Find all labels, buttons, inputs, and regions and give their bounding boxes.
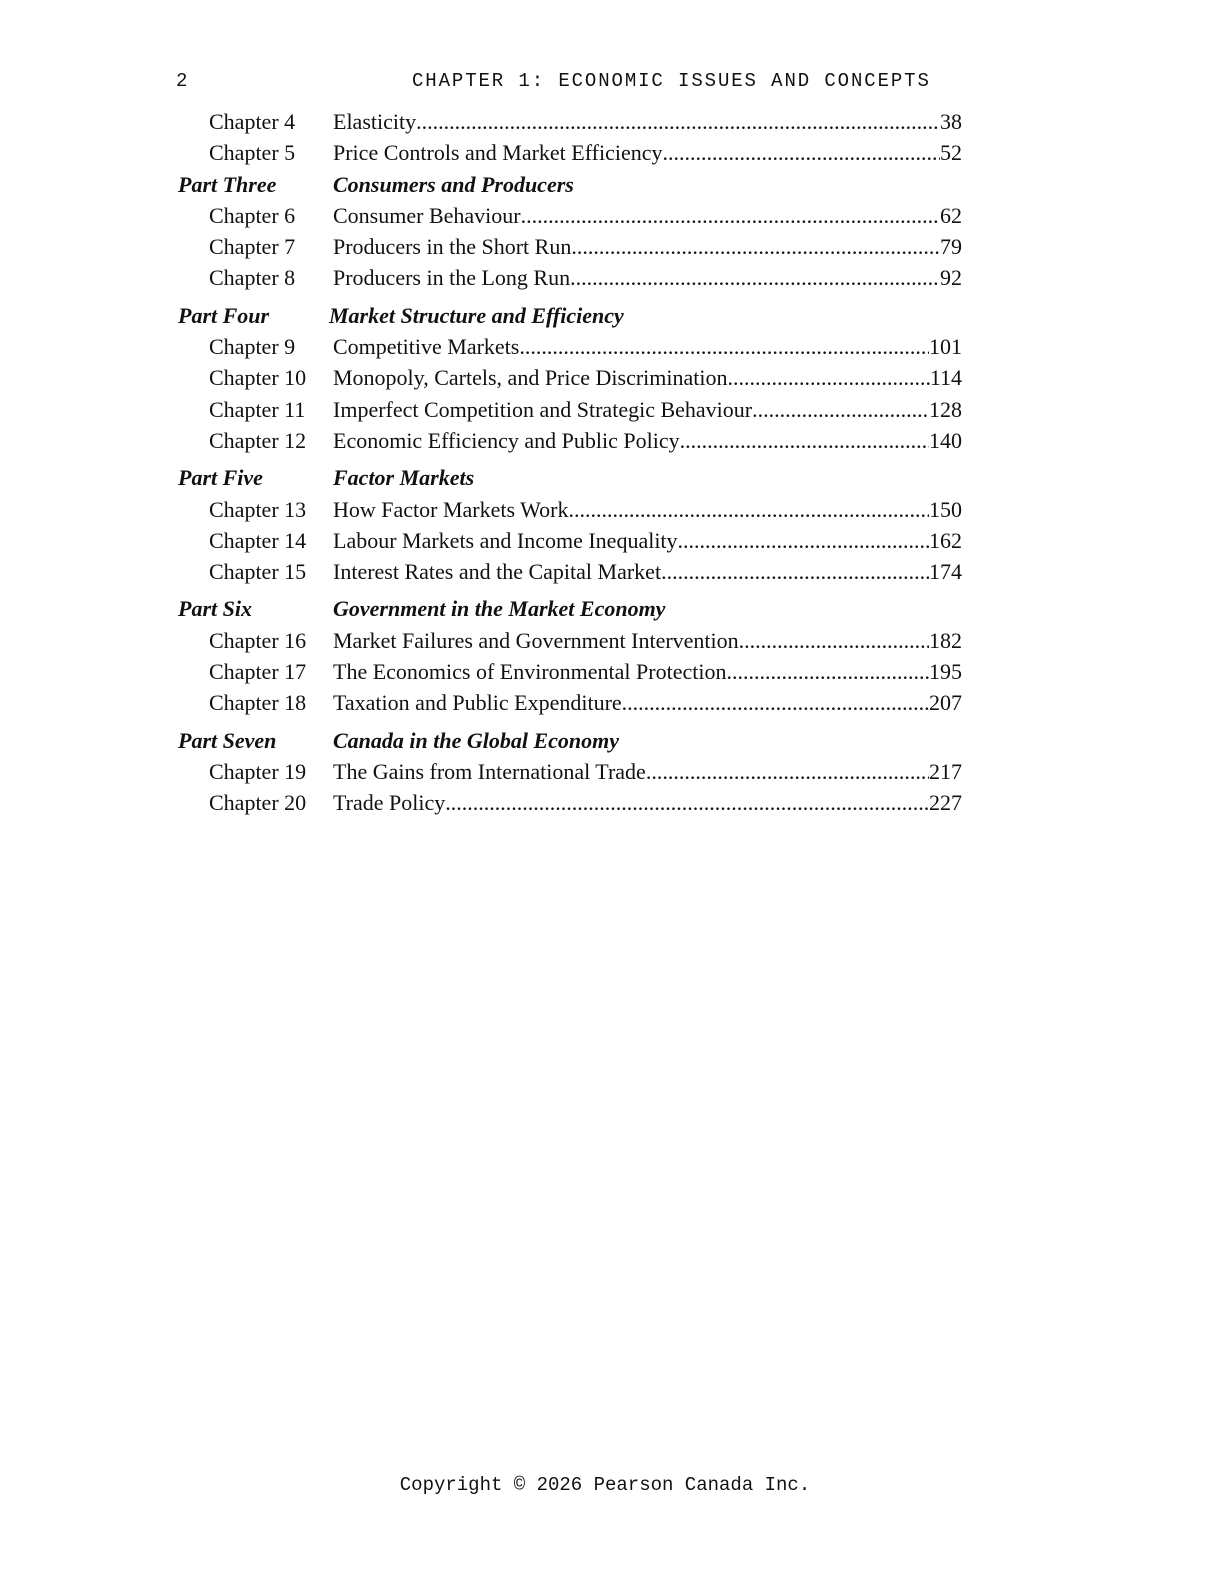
chapter-number: Chapter 18 bbox=[209, 690, 307, 716]
dot-leader bbox=[521, 200, 940, 231]
chapter-number: Chapter 15 bbox=[209, 559, 307, 585]
dot-leader bbox=[739, 625, 929, 656]
toc-part-heading[interactable] bbox=[178, 593, 962, 624]
chapter-title: Producers in the Long Run bbox=[333, 265, 571, 291]
toc-part-heading[interactable] bbox=[178, 169, 962, 200]
part-number: Part Six bbox=[178, 596, 252, 622]
chapter-title: Market Failures and Government Intervention bbox=[333, 627, 739, 653]
toc-chapter-row[interactable] bbox=[178, 756, 962, 787]
chapter-number: Chapter 9 bbox=[209, 334, 296, 360]
dot-leader bbox=[728, 362, 930, 393]
chapter-number: Chapter 16 bbox=[209, 627, 307, 653]
copyright-footer: Copyright © 2026 Pearson Canada Inc. bbox=[399, 1474, 811, 1496]
dot-leader bbox=[678, 525, 929, 556]
chapter-page: 38 bbox=[940, 109, 962, 134]
part-title: Factor Markets bbox=[333, 465, 475, 491]
page-number: 2 bbox=[176, 70, 188, 92]
chapter-title: Interest Rates and the Capital Market bbox=[333, 559, 662, 585]
chapter-number: Chapter 12 bbox=[209, 427, 307, 453]
chapter-page: 140 bbox=[929, 427, 962, 453]
toc-chapter-row[interactable] bbox=[178, 494, 962, 525]
part-number: Part Three bbox=[178, 171, 277, 197]
dot-leader bbox=[570, 262, 940, 293]
toc-chapter-row[interactable] bbox=[178, 525, 962, 556]
chapter-number: Chapter 5 bbox=[209, 140, 296, 166]
part-title: Market Structure and Efficiency bbox=[329, 302, 624, 328]
dot-leader bbox=[416, 106, 940, 137]
dot-leader bbox=[445, 787, 929, 818]
part-number: Part Four bbox=[178, 302, 270, 328]
part-title: Canada in the Global Economy bbox=[333, 727, 620, 753]
toc-chapter-row[interactable] bbox=[178, 137, 962, 168]
toc-chapter-row[interactable] bbox=[178, 362, 962, 393]
toc-chapter-row[interactable] bbox=[178, 425, 962, 456]
chapter-page: 79 bbox=[940, 234, 962, 260]
toc-chapter-row[interactable] bbox=[178, 625, 962, 656]
chapter-title: Price Controls and Market Efficiency bbox=[333, 140, 663, 166]
chapter-number: Chapter 7 bbox=[209, 234, 296, 260]
toc-chapter-row[interactable] bbox=[178, 331, 962, 362]
running-head: CHAPTER 1: ECONOMIC ISSUES AND CONCEPTS bbox=[412, 70, 931, 92]
chapter-page: 128 bbox=[929, 396, 962, 422]
part-number: Part Seven bbox=[178, 727, 277, 753]
toc-chapter-row[interactable] bbox=[178, 787, 962, 818]
dot-leader bbox=[726, 656, 929, 687]
chapter-page: 174 bbox=[929, 559, 962, 585]
chapter-number: Chapter 14 bbox=[209, 527, 307, 553]
toc-part-heading[interactable] bbox=[178, 300, 962, 331]
toc-chapter-row[interactable] bbox=[178, 106, 962, 137]
chapter-title: Imperfect Competition and Strategic Behaviour bbox=[333, 396, 753, 422]
chapter-page: 217 bbox=[929, 758, 962, 784]
chapter-page: 207 bbox=[929, 690, 962, 716]
toc-chapter-row[interactable] bbox=[178, 231, 962, 262]
chapter-title: How Factor Markets Work bbox=[333, 496, 569, 522]
chapter-page: 114 bbox=[929, 365, 962, 391]
dot-leader bbox=[752, 394, 929, 425]
chapter-page: 162 bbox=[929, 527, 962, 553]
toc-part-heading[interactable] bbox=[178, 462, 962, 493]
chapter-number: Chapter 17 bbox=[209, 659, 307, 685]
chapter-page: 92 bbox=[940, 265, 962, 291]
dot-leader bbox=[661, 556, 929, 587]
chapter-title: Trade Policy bbox=[333, 790, 446, 816]
toc-chapter-row[interactable] bbox=[178, 394, 962, 425]
chapter-number: Chapter 19 bbox=[209, 758, 307, 784]
toc-part-heading[interactable] bbox=[178, 725, 962, 756]
chapter-number: Chapter 11 bbox=[209, 396, 306, 422]
table-of-contents bbox=[178, 106, 962, 819]
chapter-number: Chapter 4 bbox=[209, 109, 296, 134]
chapter-title: Monopoly, Cartels, and Price Discrimination bbox=[333, 365, 728, 391]
chapter-page: 52 bbox=[940, 140, 962, 166]
chapter-page: 150 bbox=[929, 496, 962, 522]
toc-chapter-row[interactable] bbox=[178, 556, 962, 587]
dot-leader bbox=[680, 425, 929, 456]
toc-chapter-row[interactable] bbox=[178, 200, 962, 231]
dot-leader bbox=[571, 231, 940, 262]
chapter-page: 227 bbox=[929, 790, 962, 816]
dot-leader bbox=[569, 494, 929, 525]
part-title: Government in the Market Economy bbox=[333, 596, 666, 622]
toc-chapter-row[interactable] bbox=[178, 656, 962, 687]
chapter-title: Producers in the Short Run bbox=[333, 234, 572, 260]
chapter-page: 62 bbox=[940, 202, 962, 228]
dot-leader bbox=[646, 756, 929, 787]
part-title: Consumers and Producers bbox=[333, 171, 574, 197]
dot-leader bbox=[519, 331, 929, 362]
dot-leader bbox=[663, 137, 941, 168]
chapter-number: Chapter 10 bbox=[209, 365, 307, 391]
chapter-title: Labour Markets and Income Inequality bbox=[333, 527, 678, 553]
toc-chapter-row[interactable] bbox=[178, 687, 962, 718]
chapter-number: Chapter 6 bbox=[209, 202, 296, 228]
chapter-page: 101 bbox=[929, 334, 962, 360]
chapter-title: Economic Efficiency and Public Policy bbox=[333, 427, 680, 453]
chapter-page: 195 bbox=[929, 659, 962, 685]
chapter-title: Taxation and Public Expenditure bbox=[333, 690, 622, 716]
toc-chapter-row[interactable] bbox=[178, 262, 962, 293]
chapter-number: Chapter 13 bbox=[209, 496, 307, 522]
chapter-number: Chapter 20 bbox=[209, 790, 307, 816]
chapter-title: The Gains from International Trade bbox=[333, 758, 646, 784]
chapter-title: Elasticity bbox=[333, 109, 417, 134]
chapter-title: The Economics of Environmental Protection bbox=[333, 659, 727, 685]
chapter-title: Competitive Markets bbox=[333, 334, 520, 360]
chapter-page: 182 bbox=[929, 627, 962, 653]
part-number: Part Five bbox=[178, 465, 263, 491]
chapter-number: Chapter 8 bbox=[209, 265, 296, 291]
dot-leader bbox=[622, 687, 929, 718]
chapter-title: Consumer Behaviour bbox=[333, 202, 521, 228]
